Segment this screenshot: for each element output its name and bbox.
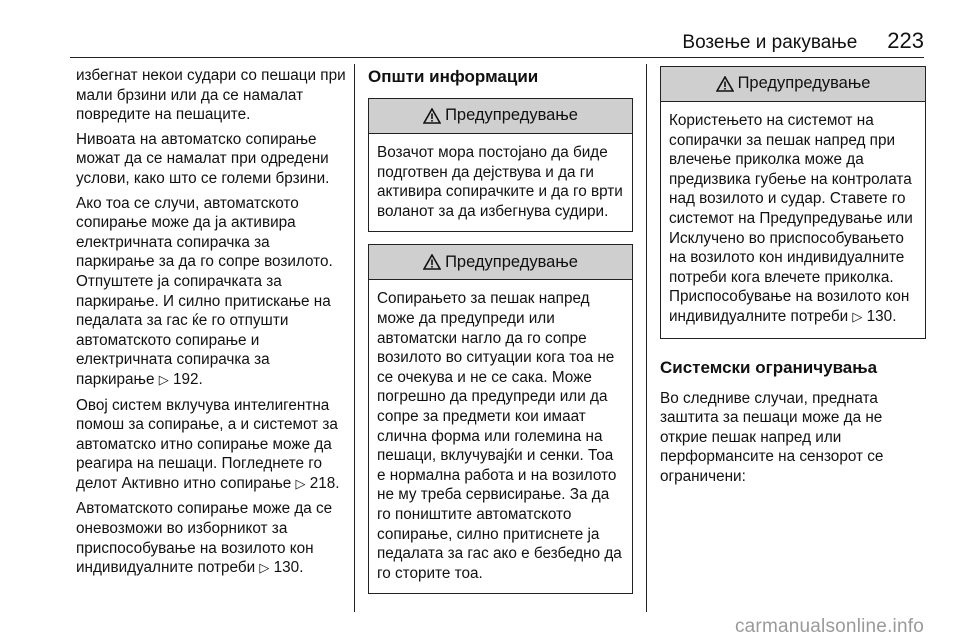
warning-box <box>368 98 633 232</box>
warning-triangle-icon <box>423 254 441 270</box>
column-divider-2 <box>646 64 647 612</box>
page-number: 223 <box>887 28 924 53</box>
warning-header <box>369 245 632 280</box>
watermark: carmanualsonline.info <box>734 616 924 637</box>
section-heading: Општи информации <box>368 67 539 86</box>
warning-header <box>661 67 925 102</box>
paragraph <box>76 499 348 578</box>
column-1 <box>76 66 348 584</box>
paragraph: избегнат некои судари со пешаци при мали брзини или да се намалат повредите на пешаците. <box>76 67 346 124</box>
column-divider-1 <box>354 64 355 612</box>
warning-label: Предупредување <box>445 252 578 271</box>
paragraph-text: Овој систем вклучува интелигентна помош за сопирање, а и системот за автоматско итно сопирање може да реагира на пешаци. Погледнете го делот Активно итно сопирање <box>76 396 338 492</box>
page-reference[interactable]: 192. <box>173 370 203 388</box>
warning-body-text: Користењето на системот на сопирачки за пешак напред при влечење приколка може да предизвика губење на контролата над возилото и судар. Ставете го системот на Предупредување или Исклучено во приспособувањето на возилото кон индивидуалните потреби кога влечете приколка. Приспособување на возилото кон индивидуалните потреби <box>669 112 913 325</box>
page-reference-icon[interactable]: ▷ <box>259 561 270 577</box>
warning-text <box>661 102 925 338</box>
warning-text: Возачот мора постојано да биде подготвен да дејствува и да ги активира сопирачките и да го врти воланот за да избегнува судири. <box>377 144 623 220</box>
warning-header <box>369 99 632 134</box>
header-rule <box>70 57 924 58</box>
page-reference-icon[interactable]: ▷ <box>852 309 863 325</box>
warning-triangle-icon <box>423 108 441 124</box>
warning-box <box>368 244 633 594</box>
page-reference[interactable]: 218. <box>309 474 340 492</box>
chapter-title: Возење и ракување <box>682 32 858 53</box>
paragraph <box>76 194 348 391</box>
page-reference-icon[interactable]: ▷ <box>158 372 169 388</box>
column-3 <box>660 66 926 492</box>
page-header <box>60 28 924 58</box>
page-reference[interactable]: 130. <box>866 307 897 325</box>
page-reference[interactable]: 130. <box>273 559 304 577</box>
paragraph: Нивоата на автоматско сопирање можат да се намалат при одредени услови, како што се големи брзини. <box>76 130 330 187</box>
paragraph-text: Автоматското сопирање може да се оневозможи во изборникот за приспособување на возилото кон индивидуалните потреби <box>76 500 333 577</box>
paragraph <box>76 396 348 495</box>
warning-box <box>660 66 926 339</box>
section-heading: Системски ограничувања <box>660 357 878 377</box>
warning-label: Предупредување <box>445 106 578 125</box>
page-reference-icon[interactable]: ▷ <box>295 476 306 492</box>
warning-text: Сопирањето за пешак напред може да предупреди или автоматски нагло да го сопре возилото во ситуации кога тоа не се очекува и не се сака. Може погрешно да предупреди или да сопре за предмети кои имаат слична форма или големина на пешаци, вклучувајќи и сенки. Тоа е нормална работа и на возилото не му треба сервисирање. За да го поништите автоматското сопирање, силно притиснете ја педалата за гас ако е безбедно да го сторите тоа. <box>377 290 622 582</box>
paragraph-text: Ако тоа се случи, автоматското сопирање може да ја активира електричната сопирачка за паркирање за да го сопре возилото. Отпуштете ја сопирачката за паркирање. И силно притискање на педалата за гас ќе го отпушти автоматското сопирање и електричната сопирачка за паркирање <box>76 194 333 388</box>
paragraph: Во следниве случаи, предната заштита за пешаци може да не открие пешак напред или перформансите на сензорот се ограничени: <box>660 389 884 485</box>
warning-triangle-icon <box>716 76 734 92</box>
warning-label: Предупредување <box>737 74 871 93</box>
column-2 <box>368 66 633 606</box>
